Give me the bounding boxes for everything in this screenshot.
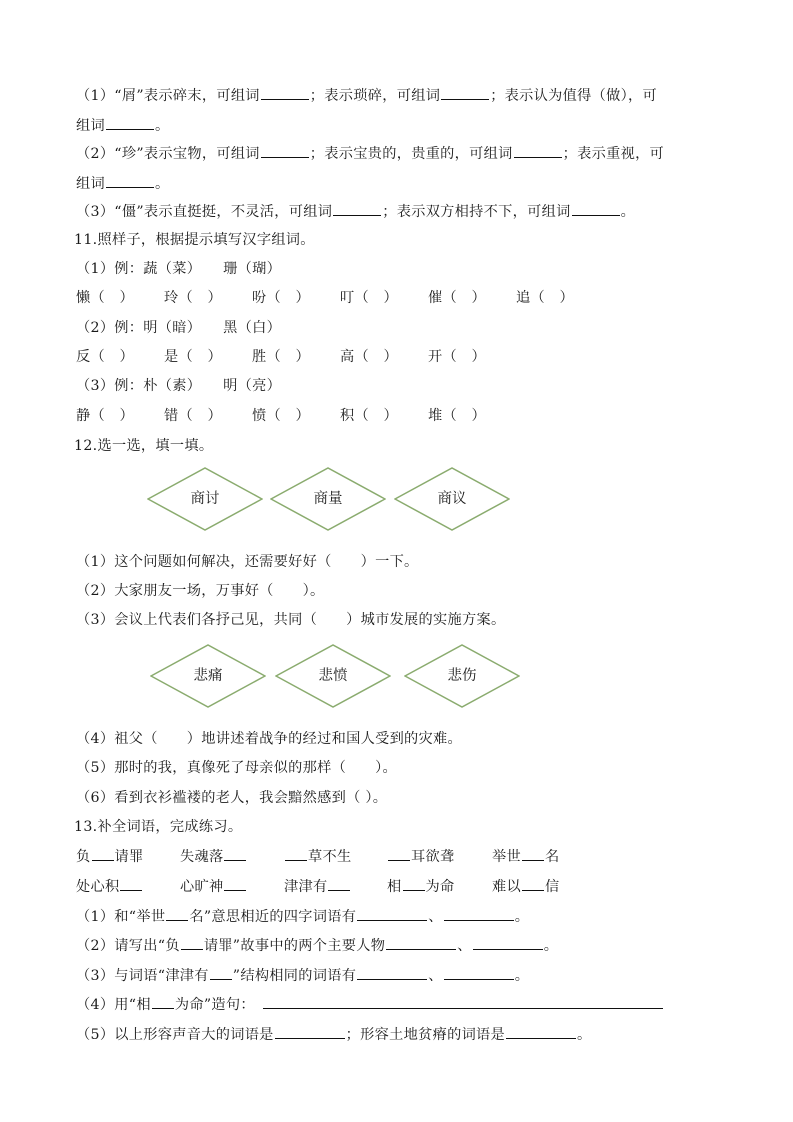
answer-blank[interactable]	[224, 876, 246, 891]
q10-p2-text-e: 。	[154, 176, 170, 192]
option-diamond	[404, 644, 520, 708]
q10-p1-text-d: 组词	[76, 118, 105, 134]
option-diamond	[147, 467, 263, 531]
q10-p3-text-b: ；表示双方相持不下，可组词	[382, 204, 571, 220]
answer-blank[interactable]	[441, 85, 489, 100]
option-word: 悲伤	[447, 668, 477, 684]
q13-text: （3）与词语“津津有	[76, 968, 209, 984]
idiom-item	[284, 876, 351, 897]
sentence-answer-line[interactable]	[263, 994, 663, 1009]
q13-text: （4）用“相	[76, 997, 151, 1013]
answer-blank[interactable]	[181, 935, 203, 950]
q10-p1-text-e: 。	[154, 118, 170, 134]
q11-title: 11.照样子，根据提示填写汉字组词。	[74, 232, 315, 248]
answer-blank[interactable]	[285, 846, 307, 861]
option-word: 商议	[437, 491, 467, 507]
q10-p3-text-a: （3）“僵”表示直挺挺，不灵活，可组词	[76, 204, 333, 220]
q12-sentence: （5）那时的我，真像死了母亲似的那样（ ）。	[76, 760, 397, 776]
idiom-text: 信	[544, 879, 560, 895]
idiom-text: 津津有	[284, 879, 328, 895]
idiom-text: 耳欲聋	[411, 849, 455, 865]
idiom-item	[76, 846, 143, 867]
q10-part1-line1	[76, 85, 721, 106]
q11-item[interactable]: 堆（ ）	[428, 408, 486, 424]
q11-item[interactable]: 错（ ）	[164, 408, 222, 424]
q10-part3-line1	[76, 201, 721, 222]
answer-blank[interactable]	[444, 906, 514, 921]
q12-sentence: （3）会议上代表们各抒己见，共同（ ）城市发展的实施方案。	[76, 612, 506, 628]
idiom-text: 失魂落	[180, 849, 224, 865]
q12-sentence: （6）看到衣衫褴褛的老人，我会黯然感到（ ）。	[76, 790, 388, 806]
answer-blank[interactable]	[166, 906, 188, 921]
option-word: 商讨	[190, 491, 220, 507]
answer-blank[interactable]	[152, 994, 174, 1009]
idiom-text: 负	[76, 849, 91, 865]
option-diamond	[394, 467, 510, 531]
idiom-item	[387, 846, 454, 867]
idiom-item	[180, 876, 247, 897]
q10-p3-text-c: 。	[620, 204, 636, 220]
option-diamond	[270, 467, 386, 531]
answer-blank[interactable]	[224, 846, 246, 861]
answer-blank[interactable]	[261, 85, 309, 100]
answer-blank[interactable]	[106, 115, 154, 130]
q13-text: 、	[457, 938, 472, 954]
answer-blank[interactable]	[388, 846, 410, 861]
q11-item[interactable]: 玲（ ）	[164, 290, 222, 306]
q10-p2-text-d: 组词	[76, 176, 105, 192]
q11-item[interactable]: 叮（ ）	[340, 290, 398, 306]
answer-blank[interactable]	[92, 846, 114, 861]
q11-example-1: （1）例：蔬（菜） 珊（瑚）	[76, 261, 282, 277]
q10-p2-text-a: （2）“珍”表示宝物，可组词	[76, 146, 260, 162]
q10-p1-text-a: （1）“屑”表示碎末，可组词	[76, 88, 260, 104]
q13-text: 为命”造句：	[174, 997, 255, 1013]
q12-sentence: （1）这个问题如何解决，还需要好好（ ）一下。	[76, 554, 419, 570]
option-word: 悲愤	[318, 668, 348, 684]
q11-item[interactable]: 愤（ ）	[252, 408, 310, 424]
q11-example-3: （3）例：朴（素） 明（亮）	[76, 378, 282, 394]
idiom-text: 请罪	[114, 849, 144, 865]
q10-p1-text-c: ；表示认为值得（做），可	[490, 88, 657, 104]
idiom-text: 名	[544, 849, 560, 865]
q13-sub-3	[76, 965, 721, 986]
q13-title: 13.补全词语，完成练习。	[74, 819, 243, 835]
idiom-item	[492, 846, 559, 867]
answer-blank[interactable]	[522, 846, 544, 861]
q10-p2-text-c: ；表示重视，可	[562, 146, 665, 162]
q13-text: 。	[577, 1027, 592, 1043]
answer-blank[interactable]	[403, 876, 425, 891]
answer-blank[interactable]	[506, 1024, 576, 1039]
q10-part1-line2	[76, 115, 721, 136]
q13-text: ；形容土地贫瘠的词语是	[345, 1027, 506, 1043]
q11-item[interactable]: 胜（ ）	[252, 349, 310, 365]
q13-text: （1）和“举世	[76, 909, 166, 925]
answer-blank[interactable]	[514, 143, 562, 158]
q10-p1-text-b: ；表示琐碎，可组词	[309, 88, 441, 104]
q11-item[interactable]: 追（ ）	[516, 290, 574, 306]
idiom-text: 相	[387, 879, 402, 895]
idiom-text: 举世	[492, 849, 521, 865]
idiom-text: 草不生	[308, 849, 352, 865]
q13-sub-4	[76, 994, 721, 1015]
q11-item[interactable]: 静（ ）	[76, 408, 134, 424]
q10-part2-line1	[76, 143, 721, 164]
q13-text: 、	[428, 909, 443, 925]
answer-blank[interactable]	[473, 935, 543, 950]
q13-sub-5	[76, 1024, 721, 1045]
answer-blank[interactable]	[275, 1024, 345, 1039]
answer-blank[interactable]	[572, 201, 620, 216]
q11-item[interactable]: 懒（ ）	[76, 290, 134, 306]
answer-blank[interactable]	[210, 965, 232, 980]
q11-item[interactable]: 催（ ）	[428, 290, 486, 306]
idiom-text: 处心积	[76, 879, 120, 895]
option-word: 商量	[313, 491, 343, 507]
answer-blank[interactable]	[261, 143, 309, 158]
q13-text: 。	[543, 938, 559, 954]
idiom-item	[180, 846, 247, 867]
q13-text: 请罪”故事中的两个主要人物	[203, 938, 386, 954]
q13-sub-2	[76, 935, 721, 956]
q11-item[interactable]: 积（ ）	[340, 408, 398, 424]
idiom-item	[387, 876, 454, 897]
q12-sentence: （2）大家朋友一场，万事好（ ）。	[76, 583, 325, 599]
answer-blank[interactable]	[522, 876, 544, 891]
answer-blank[interactable]	[120, 876, 142, 891]
q11-item[interactable]: 开（ ）	[428, 349, 486, 365]
q13-text: 名”意思相近的四字词语有	[189, 909, 357, 925]
idiom-item	[76, 876, 143, 897]
option-diamond	[275, 644, 391, 708]
answer-blank[interactable]	[328, 876, 350, 891]
answer-blank[interactable]	[357, 906, 427, 921]
q11-example-2: （2）例：明（暗） 黑（白）	[76, 320, 282, 336]
idiom-item	[492, 876, 559, 897]
q10-part2-line2	[76, 173, 721, 194]
idiom-text: 难以	[492, 879, 521, 895]
answer-blank[interactable]	[386, 935, 456, 950]
q11-item[interactable]: 吩（ ）	[252, 290, 310, 306]
q11-item[interactable]: 高（ ）	[340, 349, 398, 365]
idiom-text: 为命	[425, 879, 455, 895]
option-word: 悲痛	[193, 668, 223, 684]
q13-text: ”结构相同的词语有	[232, 968, 357, 984]
q13-text: 。	[514, 909, 530, 925]
idiom-item	[284, 846, 351, 867]
answer-blank[interactable]	[106, 173, 154, 188]
q13-text: （2）请写出“负	[76, 938, 180, 954]
q12-sentence: （4）祖父（ ）地讲述着战争的经过和国人受到的灾难。	[76, 731, 463, 747]
q10-p2-text-b: ；表示宝贵的，贵重的，可组词	[309, 146, 513, 162]
answer-blank[interactable]	[357, 965, 427, 980]
option-diamond	[150, 644, 266, 708]
idiom-text: 心旷神	[180, 879, 224, 895]
q13-sub-1	[76, 906, 721, 927]
q12-title: 12.选一选，填一填。	[74, 438, 214, 454]
q11-item[interactable]: 反（ ）	[76, 349, 134, 365]
q13-text: 。	[514, 968, 530, 984]
answer-blank[interactable]	[333, 201, 381, 216]
q13-text: 、	[428, 968, 443, 984]
answer-blank[interactable]	[444, 965, 514, 980]
q13-text: （5）以上形容声音大的词语是	[76, 1027, 274, 1043]
q11-item[interactable]: 是（ ）	[164, 349, 222, 365]
